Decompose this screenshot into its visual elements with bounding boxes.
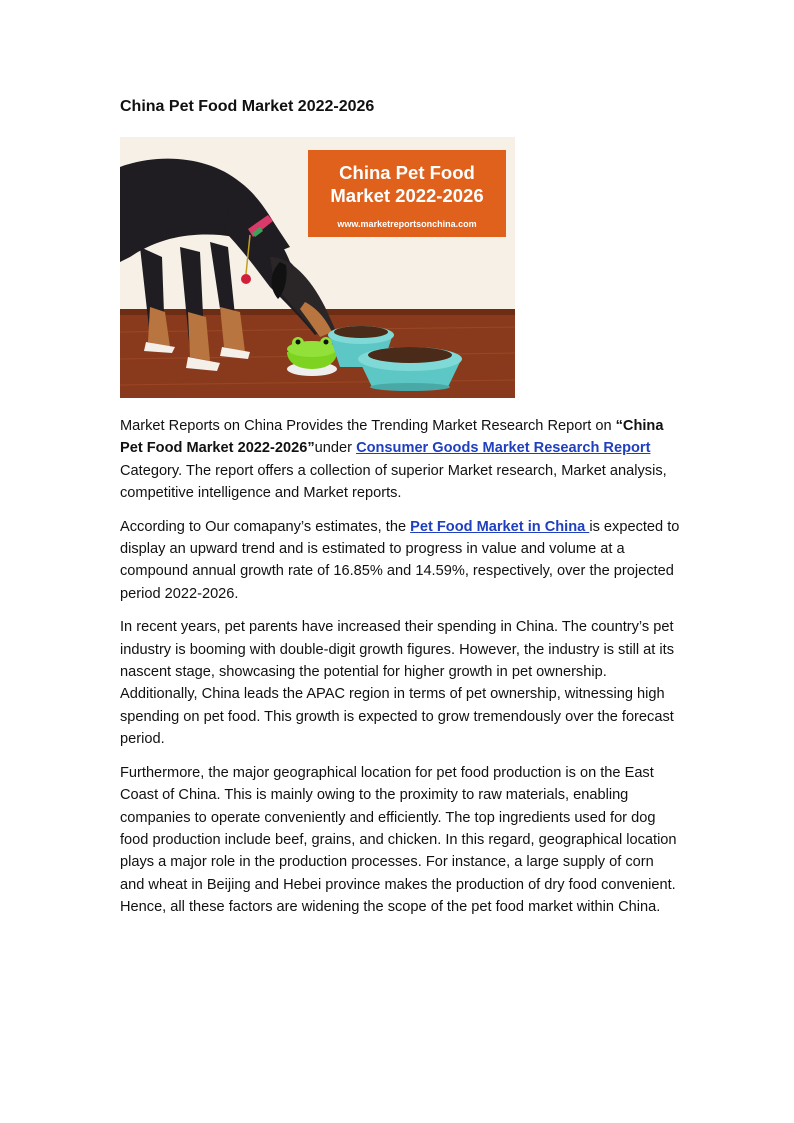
geography-paragraph: Furthermore, the major geographical location for pet food production is on the East Coast of China. This is mainly owing to the proximity to raw materials, enabling companies to operate conveniently and efficiently. The top ingredients used for dog food production include beef, grains, and chicken. In this regard, geographical location plays a major role in the production processes. For instance, a large supply of corn and wheat in Beijing and Hebei province makes the production of dry food convenient. Hence, all these factors are widening the scope of the pet food market within China. [120, 764, 677, 916]
frog-bowl [287, 337, 337, 376]
banner-title-line1: China Pet Food [339, 162, 475, 183]
under-text: under [314, 440, 357, 457]
spending-paragraph: In recent years, pet parents have increased their spending in China. The country’s pet industry is booming with double-digit growth figures. However, the industry is still at its nascent stage, showcasing the potential for higher growth in pet ownership. Additionally, China leads the APAC region in terms of pet ownership, witnessing high spending on pet food. This growth is expected to grow tremendously over the forecast period. [120, 619, 674, 748]
consumer-goods-link[interactable]: Consumer Goods Market Research Report [356, 440, 651, 457]
banner-url: www.marketreportsonchina.com [337, 219, 477, 229]
intro-rest: Category. The report offers a collection of superior Market research, Market analysis, competitive intelligence and Market reports. [120, 462, 667, 502]
intro-paragraph [120, 415, 682, 505]
banner-title-line2: Market 2022-2026 [330, 185, 484, 206]
pet-food-market-link[interactable]: Pet Food Market in China [410, 518, 590, 535]
banner [308, 150, 506, 237]
estimate-intro: According to Our comapany’s estimates, the [120, 518, 411, 535]
intro-text: Market Reports on China Provides the Trending Market Research Report on [120, 418, 616, 434]
estimate-rest: is expected to display an upward trend and is estimated to progress in value and volume at a compound annual growth rate of 16.85% and 14.59%, respectively, over the projected period 2022-2026. [120, 518, 680, 602]
report-name: “China Pet Food Market 2022-2026” [120, 418, 664, 457]
hero-image [120, 137, 515, 398]
page-title: China Pet Food Market 2022-2026 [120, 98, 375, 115]
article-body [120, 415, 682, 930]
dog-eating-illustration [120, 137, 515, 398]
estimate-paragraph [120, 516, 682, 606]
